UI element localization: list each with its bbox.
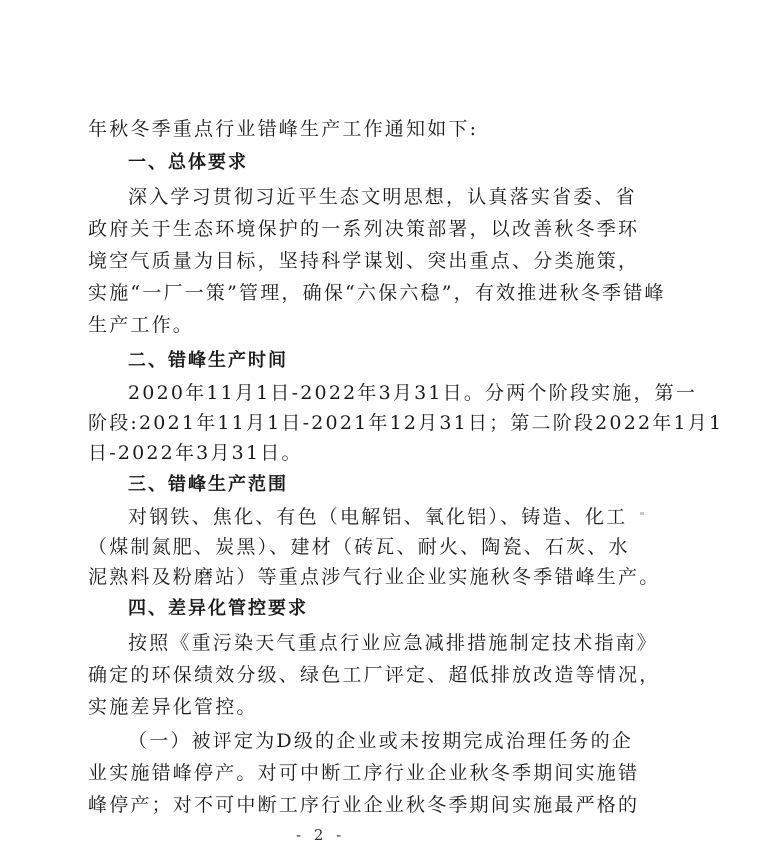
sub-paragraph-line: 峰停产；对不可中断工序行业企业秋冬季期间实施最严格的 [88,794,640,816]
section-heading-differentiated-control: 四、差异化管控要求 [128,598,308,619]
paragraph-line: 泥熟料及粉磨站）等重点涉气行业企业实施秋冬季错峰生产。 [88,566,661,588]
scan-edge-mark [640,512,644,515]
paragraph-line: 生产工作。 [88,314,195,336]
section-heading-peak-shift-time: 二、错峰生产时间 [128,350,288,371]
page-number: - 2 - [296,826,346,844]
section-heading-peak-shift-scope: 三、错峰生产范围 [128,474,288,495]
paragraph-line: 政府关于生态环境保护的一系列决策部署，以改善秋冬季环 [88,218,640,240]
paragraph-line: 深入学习贯彻习近平生态文明思想，认真落实省委、省 [128,186,637,208]
sub-paragraph-line: （一）被评定为D级的企业或未按期完成治理任务的企 [128,730,634,752]
paragraph-line: 对钢铁、焦化、有色（电解铝、氧化铝）、铸造、化工 [128,506,628,528]
paragraph-line: 确定的环保绩效分级、绿色工厂评定、超低排放改造等情况， [88,664,661,686]
paragraph-line: 实施差异化管控。 [88,696,258,718]
intro-line: 年秋冬季重点行业错峰生产工作通知如下: [88,118,479,140]
paragraph-line: 按照《重污染天气重点行业应急减排措施制定技术指南》 [128,632,659,654]
sub-paragraph-line: 业实施错峰停产。对可中断工序行业企业秋冬季期间实施错 [88,762,640,784]
paragraph-line: 日-2022年3月31日。 [88,442,303,464]
paragraph-line: 实施“一厂一策”管理，确保“六保六稳”，有效推进秋冬季错峰 [88,282,666,304]
section-heading-overall-requirements: 一、总体要求 [128,152,248,173]
paragraph-line: 阶段:2021年11月1日-2021年12月31日；第二阶段2022年1月1 [88,412,724,434]
paragraph-line: 2020年11月1日-2022年3月31日。分两个阶段实施，第一 [128,382,698,404]
paragraph-line: （煤制氮肥、炭黑）、建材（砖瓦、耐火、陶瓷、石灰、水 [88,536,630,558]
paragraph-line: 境空气质量为目标，坚持科学谋划、突出重点、分类施策， [88,250,640,272]
